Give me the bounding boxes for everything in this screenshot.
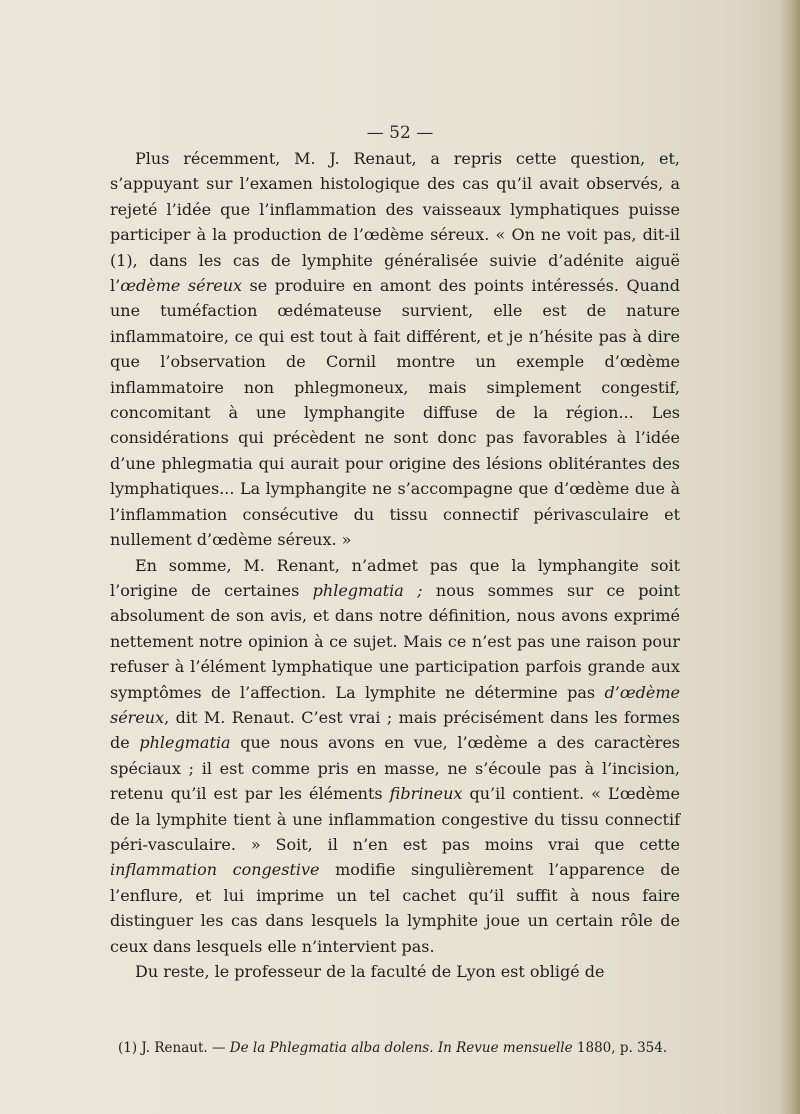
paragraph-2: En somme, M. Renant, n’admet pas que la lymphangite soit l’origine de certaines phlegmatia ; nous sommes sur ce point absolument de son avis, et dans notre définition, nous avons exprimé nettement notre opinion à ce sujet. Mais ce n’est pas une raison pour refuser à l’élément lymphatique une participation parfois grande aux symptômes de l’affection. La lymphite ne détermine pas d’œdème séreux, dit M. Renaut. C’est vrai ; mais précisément dans les formes de phlegmatia que nous avons en vue, l’œdème a des caractères spéciaux ; il est comme pris en masse, ne s’écoule pas à l’incision, retenu qu’il est par les éléments fibrineux qu’il contient. « L’œdème de la lymphite tient à une inflammation congestive du tissu connectif péri-vasculaire. » Soit, il n’en est pas moins vrai que cette inflammation congestive modifie singulièrement l’apparence de l’enflure, et lui imprime un tel cachet qu’il suffit à nous faire distinguer les cas dans lesquels la lymphite joue un certain rôle de ceux dans lesquels elle n’intervient pas.	[110, 555, 681, 956]
page-edge-shadow	[778, 0, 800, 1114]
paragraph-1: Plus récemment, M. J. Renaut, a repris cette question, et, s’appuyant sur l’examen histologique des cas qu’il avait observés, a rejeté l’idée que l’inflammation des vaisseaux lymphatiques puisse participer à la production de l’œdème séreux. « On ne voit pas, dit-il (1), dans les cas de lymphite généralisée suivie d’adénite aiguë l’œdème séreux se produire en amont des points intéressés. Quand une tuméfaction œdémateuse survient, elle est de nature inflammatoire, ce qui est tout à fait différent, et je n’hésite pas à dire que l’observation de Cornil montre un exemple d’œdème inflammatoire non phlegmoneux, mais simplement congestif, concomitant à une lymphangite diffuse de la région... Les considérations qui précèdent ne sont donc pas favorables à l’idée d’une phlegmatia qui aurait pour origine des lésions oblitérantes des lymphatiques... La lymphangite ne s’accompagne que d’œdème due à l’inflammation consécutive du tissu connectif périvasculaire et nullement d’œdème séreux. »	[110, 149, 681, 550]
body-text	[110, 146, 680, 984]
page-number: — 52 —	[366, 123, 434, 143]
footnote: (1) J. Renaut. — De la Phlegmatia alba dolens. In Revue mensuelle 1880, p. 354.	[118, 1040, 668, 1056]
paragraph-3: Du reste, le professeur de la faculté de Lyon est obligé de	[135, 962, 605, 981]
